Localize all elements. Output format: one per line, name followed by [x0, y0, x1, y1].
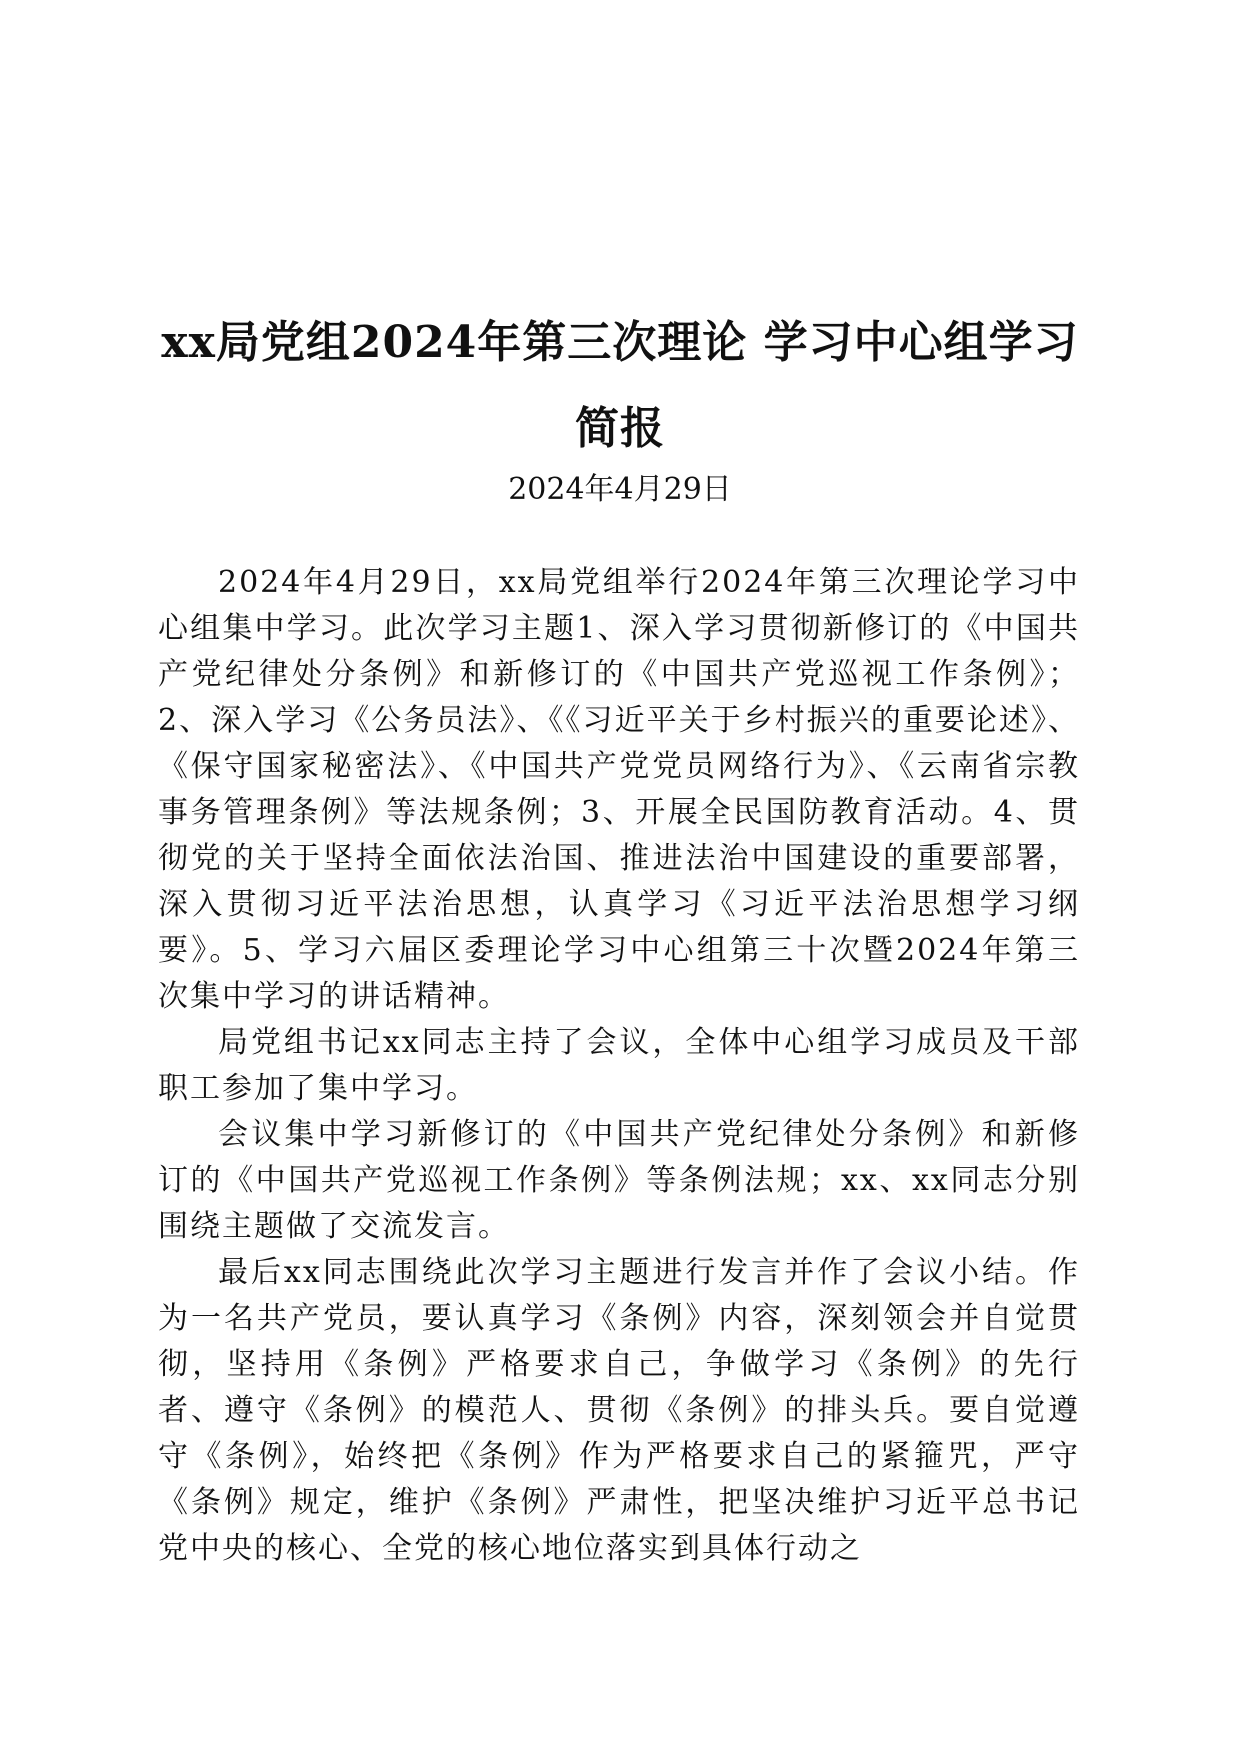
paragraph-3: 会议集中学习新修订的《中国共产党纪律处分条例》和新修订的《中国共产党巡视工作条例》等条例法规；xx、xx同志分别围绕主题做了交流发言。 [158, 1117, 1080, 1244]
document-title [150, 300, 1090, 472]
paragraph-4: 最后xx同志围绕此次学习主题进行发言并作了会议小结。作为一名共产党员，要认真学习《条例》内容，深刻领会并自觉贯彻，坚持用《条例》严格要求自己，争做学习《条例》的先行者、遵守《条例》的模范人、贯彻《条例》的排头兵。要自觉遵守《条例》，始终把《条例》作为严格要求自己的紧箍咒，严守《条例》规定，维护《条例》严肃性，把坚决维护习近平总书记党中央的核心、全党的核心地位落实到具体行动之 [158, 1255, 1080, 1566]
paragraph-1: 2024年4月29日，xx局党组举行2024年第三次理论学习中心组集中学习。此次学习主题1、深入学习贯彻新修订的《中国共产党纪律处分条例》和新修订的《中国共产党巡视工作条例》；2、深入学习《公务员法》、《《习近平关于乡村振兴的重要论述》、《保守国家秘密法》、《中国共产党党员网络行为》、《云南省宗教事务管理条例》等法规条例；3、开展全民国防教育活动。4、贯彻党的关于坚持全面依法治国、推进法治中国建设的重要部署，深入贯彻习近平法治思想，认真学习《习近平法治思想学习纲要》。5、学习六届区委理论学习中心组第三十次暨2024年第三次集中学习的讲话精神。 [158, 565, 1080, 1014]
title-line-2: 简报 [575, 403, 665, 454]
document-body [158, 560, 1080, 1572]
title-line-1: xx局党组2024年第三次理论 学习中心组学习 [161, 317, 1079, 368]
document-date: 2024年4月29日 [508, 472, 732, 507]
paragraph-2: 局党组书记xx同志主持了会议，全体中心组学习成员及干部职工参加了集中学习。 [158, 1025, 1080, 1106]
